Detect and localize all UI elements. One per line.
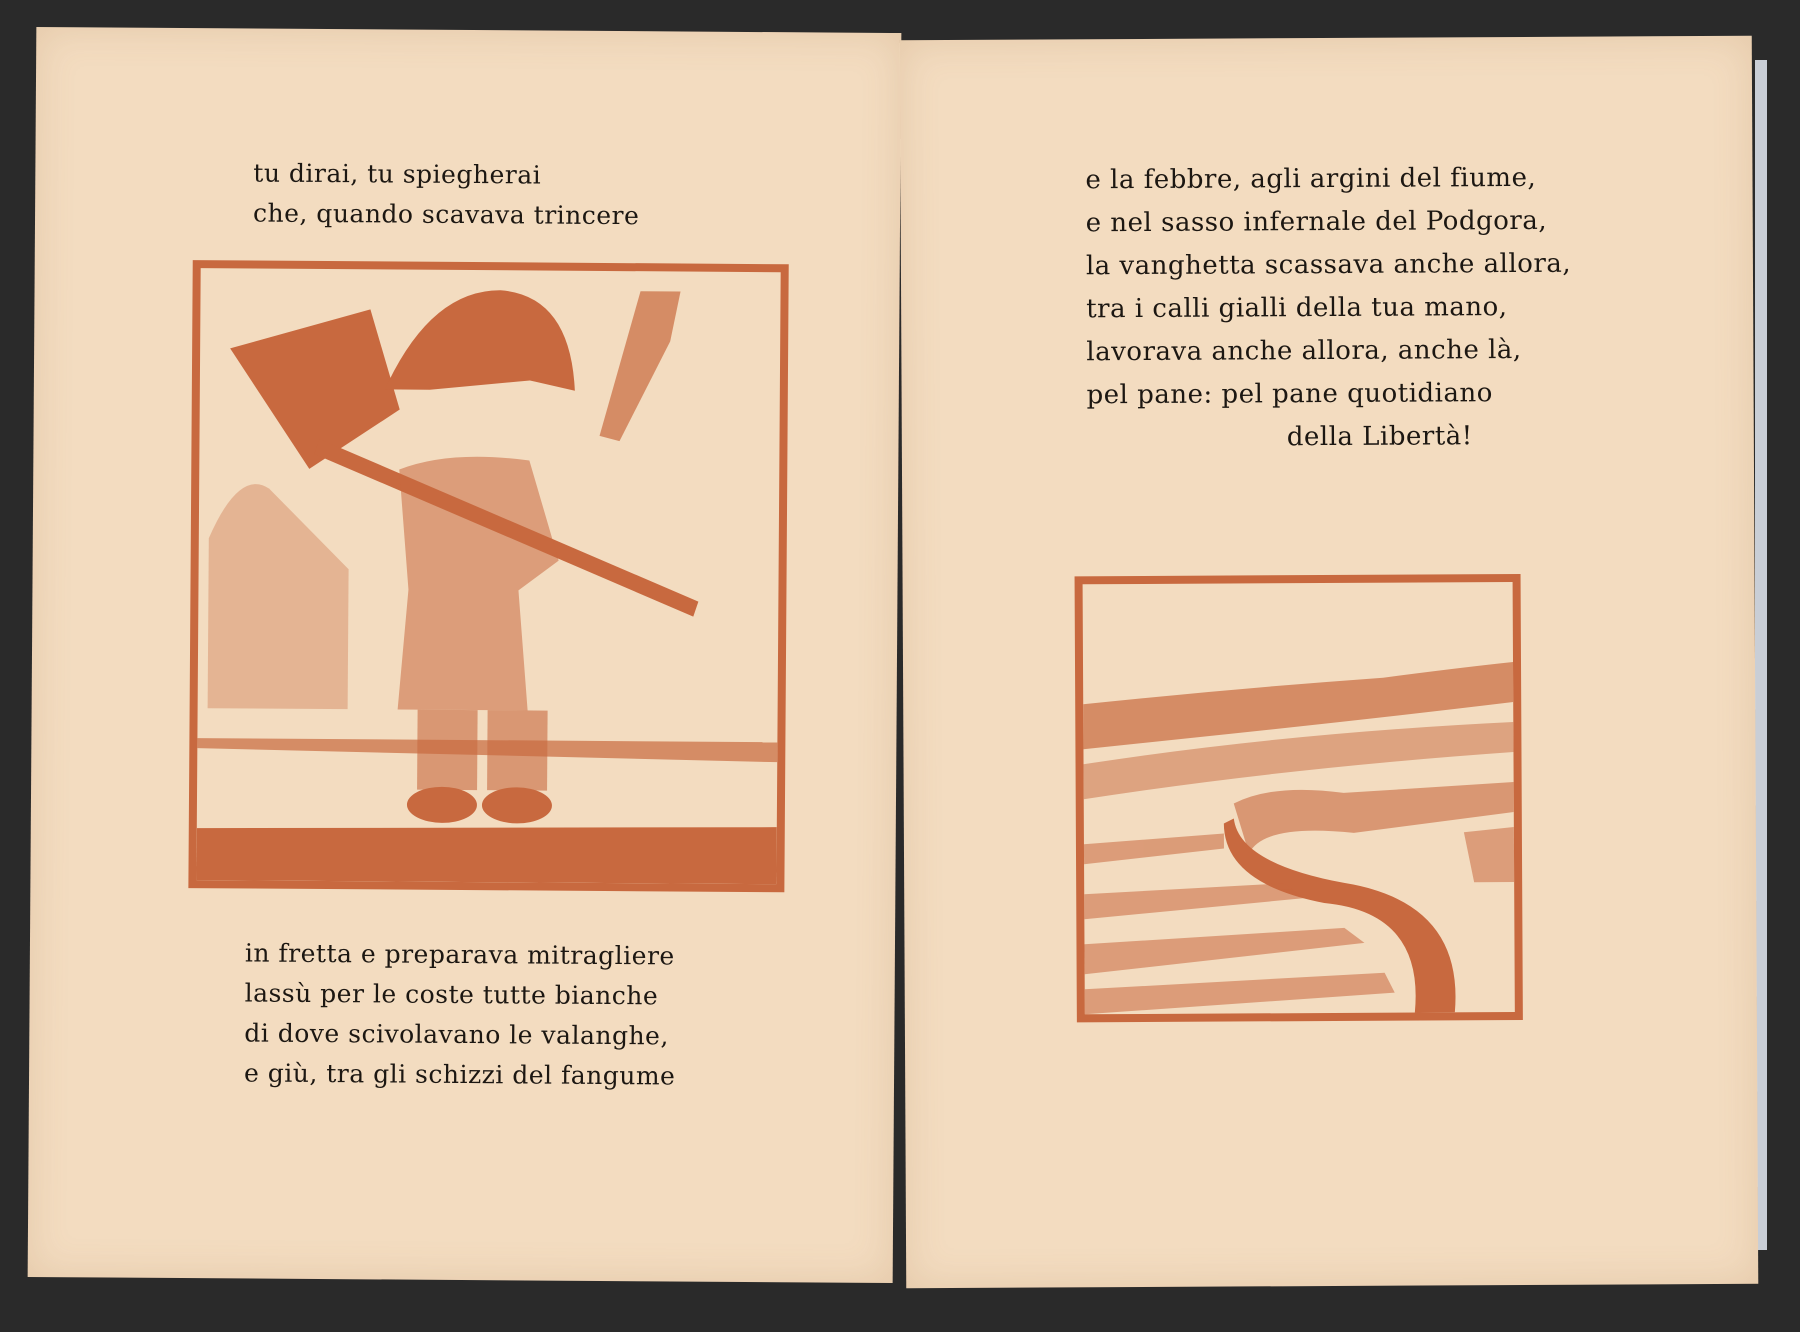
verse-line: di dove scivolavano le valanghe, [244,1018,669,1051]
right-verse [1085,157,1572,461]
top-verse [253,154,640,237]
verse-line: lassù per le coste tutte bianche [244,978,659,1011]
verse-line: che, quando scavava trincere [252,198,640,231]
verse-line: tu dirai, tu spiegherai [253,158,542,190]
verse-line: la vanghetta scassava anche allora, [1085,248,1572,282]
verse-line: e la febbre, agli argini del fiume, [1085,162,1537,196]
verse-line: della Libertà! [1286,421,1473,453]
right-page [900,36,1759,1288]
left-page [28,27,902,1283]
woodcut-landscape-trench [1075,574,1523,1022]
verse-line: e giù, tra gli schizzi del fangume [243,1058,676,1091]
verse-line: lavorava anche allora, anche là, [1086,334,1522,368]
verse-line: pel pane: pel pane quotidiano [1086,378,1493,411]
bottom-verse [244,933,676,1096]
verse-line: in fretta e preparava mitragliere [244,938,675,971]
woodcut-child-with-shovel [188,260,788,892]
verse-line: e nel sasso infernale del Podgora, [1085,205,1548,239]
verse-line: tra i calli gialli della tua mano, [1086,292,1508,325]
